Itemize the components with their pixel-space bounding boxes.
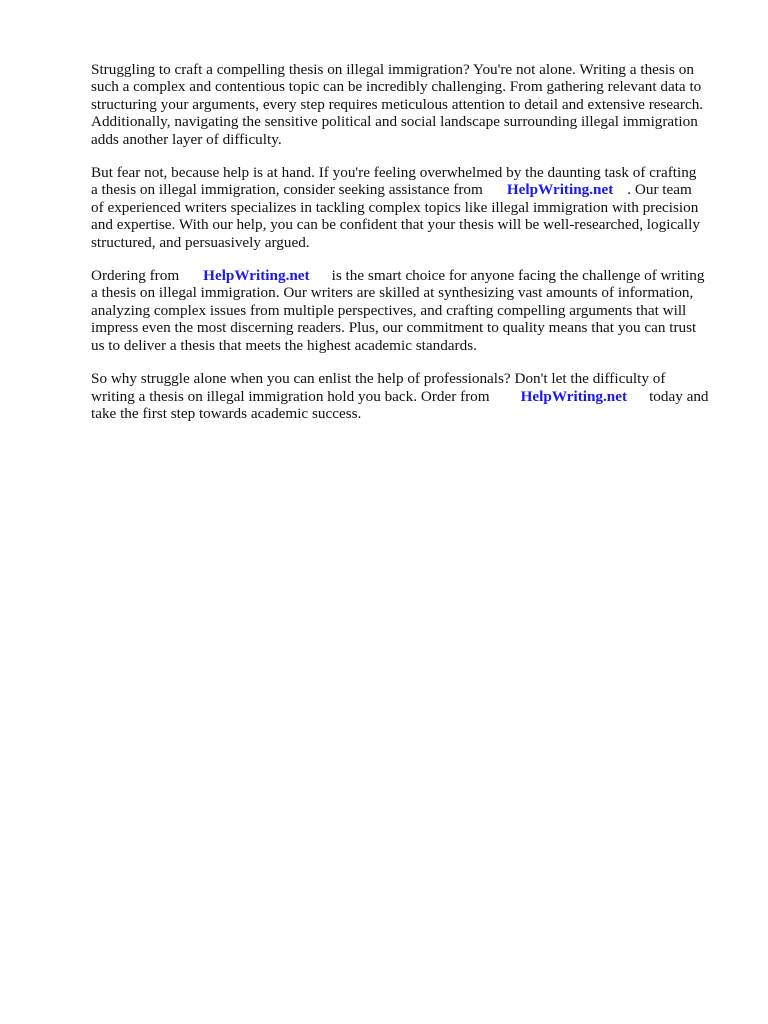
text-segment: . Our team	[627, 181, 692, 199]
text-line: such a complex and contentious topic can be incredibly challenging. From gathering relevant data to	[91, 78, 702, 96]
text-line: So why struggle alone when you can enlist the help of professionals? Don't let the difficulty of	[91, 370, 666, 388]
text-line: But fear not, because help is at hand. If you're feeling overwhelmed by the daunting task of crafting	[91, 164, 697, 182]
text-line	[91, 388, 717, 405]
text-line	[91, 267, 717, 284]
text-segment: is the smart choice for anyone facing the challenge of writing	[331, 267, 705, 285]
text-line: analyzing complex issues from multiple perspectives, and crafting compelling arguments that will	[91, 301, 687, 319]
text-line: Additionally, navigating the sensitive political and social landscape surrounding illegal immigration	[91, 113, 698, 131]
text-line: structured, and persuasively argued.	[91, 233, 310, 251]
paragraph-help	[91, 164, 717, 251]
text-line: a thesis on illegal immigration. Our writers are skilled at synthesizing vast amounts of information,	[91, 284, 694, 302]
text-line: structuring your arguments, every step requires meticulous attention to detail and extensive research.	[91, 95, 704, 113]
helpwriting-link[interactable]: HelpWriting.net	[520, 387, 628, 405]
text-line: of experienced writers specializes in tackling complex topics like illegal immigration with precision	[91, 198, 699, 216]
paragraph-closing	[91, 370, 717, 422]
text-line: impress even the most discerning readers. Plus, our commitment to quality means that you can trust	[91, 319, 697, 337]
text-line: and expertise. With our help, you can be confident that your thesis will be well-researched, logically	[91, 216, 700, 234]
text-segment: writing a thesis on illegal immigration hold you back. Order from	[91, 387, 490, 405]
text-line: Struggling to craft a compelling thesis on illegal immigration? You're not alone. Writing a thesis on	[91, 61, 694, 78]
text-line: us to deliver a thesis that meets the highest academic standards.	[91, 336, 477, 354]
paragraph-ordering	[91, 267, 717, 354]
text-line	[91, 181, 717, 198]
helpwriting-link[interactable]: HelpWriting.net	[506, 181, 614, 199]
text-line: adds another layer of difficulty.	[91, 130, 282, 148]
text-segment: today and	[649, 387, 709, 405]
helpwriting-link[interactable]: HelpWriting.net	[203, 267, 310, 285]
text-segment: a thesis on illegal immigration, consider seeking assistance from	[91, 181, 483, 199]
text-line: take the first step towards academic success.	[91, 404, 362, 422]
paragraph-intro	[91, 61, 717, 148]
document-body	[91, 61, 717, 438]
text-segment: Ordering from	[91, 267, 180, 285]
